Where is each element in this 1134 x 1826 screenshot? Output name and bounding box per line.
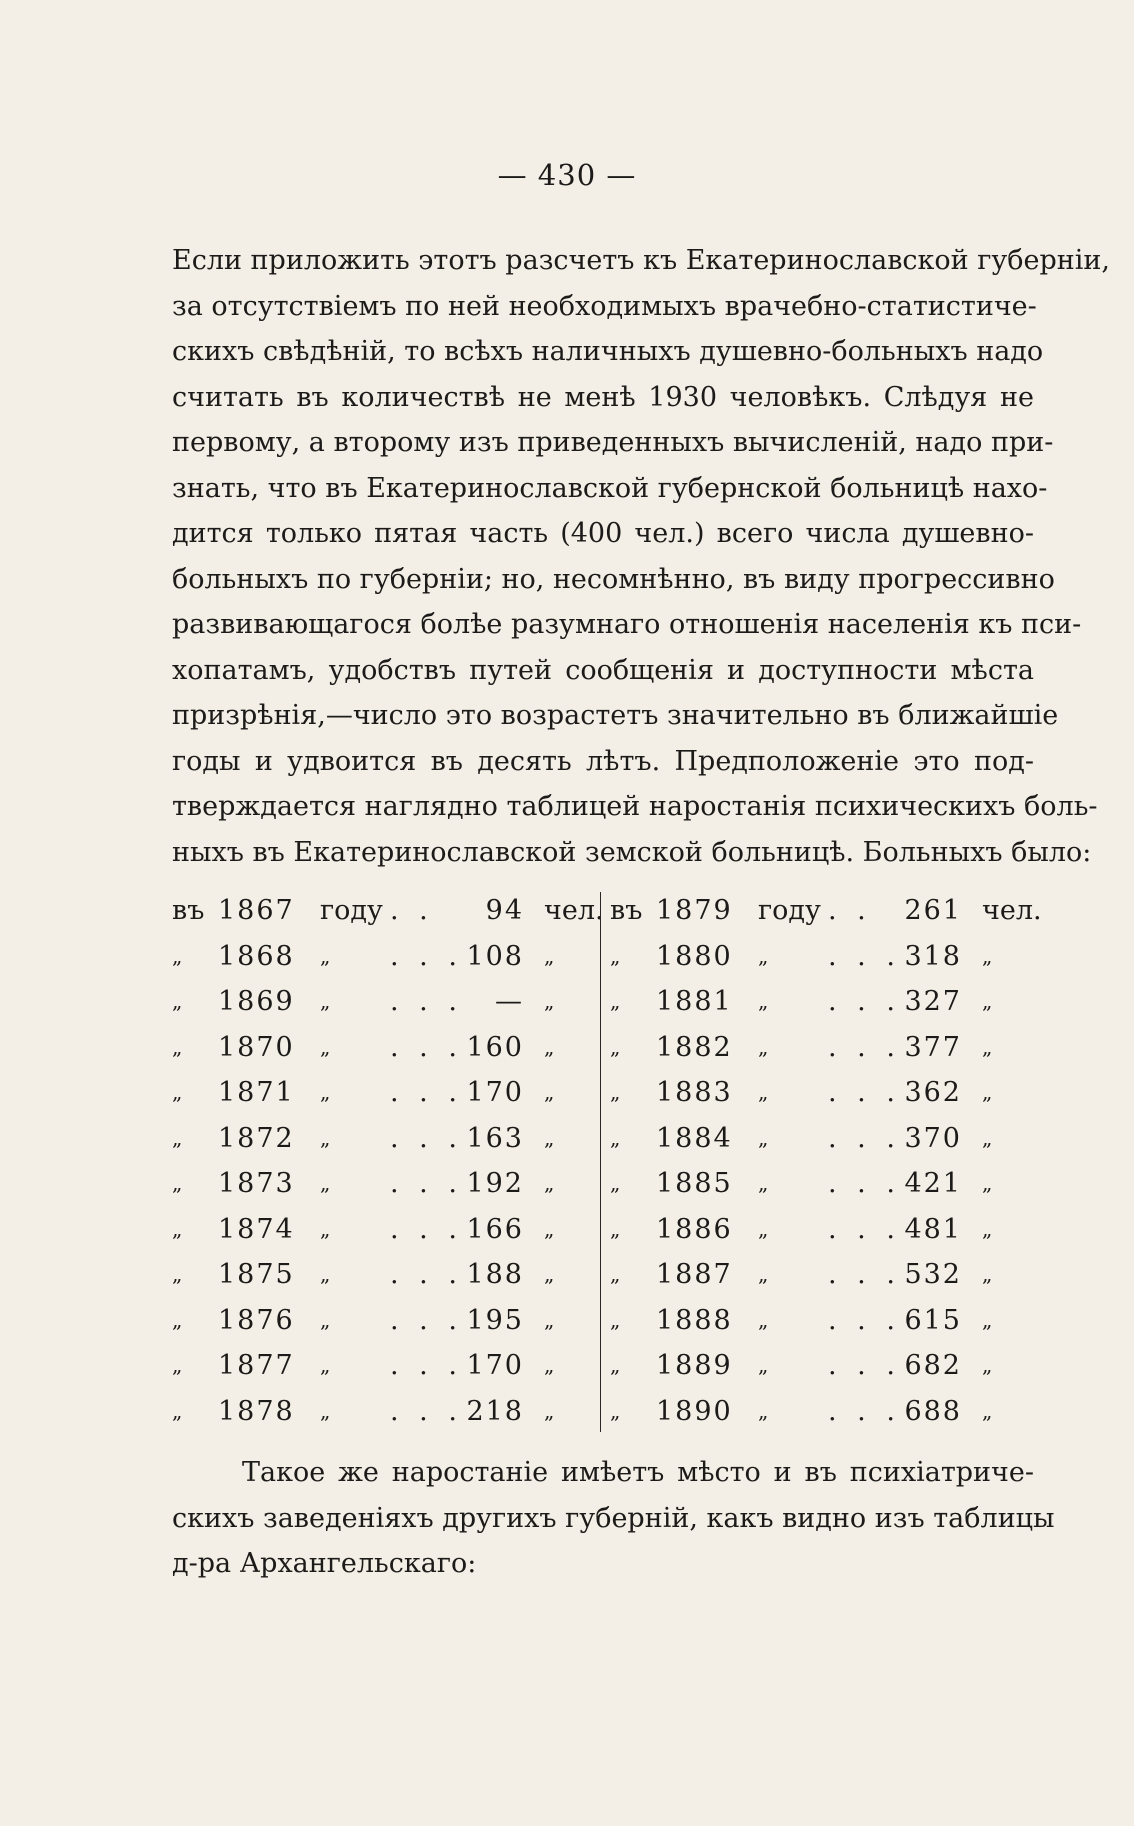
row-year: 1878 (218, 1395, 295, 1427)
row-suffix: „ (982, 1034, 993, 1059)
row-year: 1884 (656, 1122, 733, 1154)
row-dots: . . . (390, 1350, 463, 1381)
row-suffix: „ (544, 1171, 555, 1195)
table-row (610, 1025, 1034, 1071)
table-row (172, 1252, 597, 1298)
row-value: 421 (904, 1168, 962, 1199)
row-unit: „ (320, 1171, 331, 1195)
table-row (172, 1161, 597, 1207)
row-unit: „ (758, 1125, 769, 1150)
row-dots: . . . (390, 1395, 463, 1427)
paragraph-line: развивающагося болѣе разумнаго отношенія населенія къ пси- (172, 609, 1082, 640)
row-prefix: „ (610, 1353, 621, 1377)
row-dots: . . (390, 895, 434, 926)
table-row (610, 1389, 1034, 1435)
row-suffix: „ (982, 1398, 993, 1423)
row-unit: „ (320, 1262, 331, 1286)
row-prefix: „ (610, 1034, 621, 1059)
row-dots: . . . (390, 1077, 463, 1108)
row-year: 1886 (656, 1213, 733, 1245)
paragraph-line: считать въ количествѣ не менѣ 1930 человѣкъ. Слѣдуя не (172, 381, 1034, 413)
row-prefix: „ (610, 1262, 621, 1286)
row-value: 170 (466, 1077, 524, 1108)
row-suffix: „ (544, 1262, 555, 1286)
table-row (610, 1207, 1034, 1253)
table-row (172, 1389, 597, 1435)
row-prefix: „ (172, 1034, 183, 1059)
row-dots: . . . (390, 986, 463, 1017)
paragraph-line: первому, а второму изъ приведенныхъ вычисленій, надо при- (172, 427, 1054, 458)
row-dots: . . . (390, 1122, 463, 1154)
row-unit: „ (758, 1353, 769, 1377)
row-year: 1871 (218, 1077, 295, 1108)
row-year: 1888 (656, 1304, 733, 1336)
row-value: 362 (904, 1077, 962, 1108)
row-value: 195 (466, 1304, 524, 1336)
row-unit: „ (758, 943, 769, 968)
paragraph-line: д-ра Архангельскаго: (172, 1548, 477, 1579)
page-number: — 430 — (497, 158, 637, 192)
row-year: 1879 (656, 895, 733, 926)
row-value: 160 (466, 1031, 524, 1063)
paragraph-line: годы и удвоится въ десять лѣтъ. Предположеніе это под- (172, 745, 1034, 777)
row-unit: году (758, 895, 821, 926)
paragraph-line: тверждается наглядно таблицей наростанія психическихъ боль- (172, 791, 1098, 822)
row-value: 532 (904, 1259, 962, 1290)
row-unit: „ (758, 1171, 769, 1195)
row-unit: „ (758, 1034, 769, 1059)
table-row (172, 888, 604, 934)
row-year: 1876 (218, 1304, 295, 1336)
table-row (610, 1161, 1034, 1207)
row-dots: . . . (828, 940, 901, 972)
row-unit: „ (758, 1262, 769, 1286)
row-value: 170 (466, 1350, 524, 1381)
paragraph-line: знать, что въ Екатеринославской губернской больницѣ нахо- (172, 472, 1048, 504)
row-unit: „ (758, 1398, 769, 1423)
row-prefix: „ (610, 1307, 621, 1332)
table-row (172, 1116, 597, 1162)
row-value: 481 (904, 1213, 962, 1245)
row-prefix: „ (610, 1216, 621, 1241)
row-prefix: „ (610, 1080, 621, 1104)
row-prefix: „ (172, 989, 183, 1013)
row-unit: „ (320, 1307, 331, 1332)
row-unit: „ (758, 989, 769, 1013)
column-divider (600, 892, 601, 1432)
row-prefix: „ (172, 1307, 183, 1332)
row-prefix: „ (172, 1353, 183, 1377)
row-value: 318 (904, 940, 962, 972)
table-column-right (610, 888, 1042, 1434)
row-year: 1875 (218, 1259, 295, 1290)
row-dots: . . . (390, 940, 463, 972)
row-suffix: „ (982, 943, 993, 968)
paragraph-line: Такое же наростаніе имѣетъ мѣсто и въ психіатриче- (242, 1457, 1034, 1488)
row-dots: . . . (390, 1259, 463, 1290)
row-suffix: „ (982, 1171, 993, 1195)
row-suffix: „ (544, 1307, 555, 1332)
paragraph-2 (172, 1450, 1055, 1587)
row-unit: „ (758, 1216, 769, 1241)
row-year: 1873 (218, 1168, 295, 1199)
row-dots: . . . (828, 1031, 901, 1063)
row-suffix: „ (982, 1307, 993, 1332)
row-prefix: въ (610, 895, 643, 926)
row-unit: „ (320, 1398, 331, 1423)
row-unit: „ (320, 1216, 331, 1241)
paragraph-line: Если приложить этотъ разсчетъ къ Екатеринославской губерніи, (172, 245, 1110, 276)
table-row (610, 888, 1042, 934)
row-year: 1872 (218, 1122, 295, 1154)
row-year: 1880 (656, 940, 733, 972)
row-suffix: „ (544, 1353, 555, 1377)
row-year: 1889 (656, 1350, 733, 1381)
row-dots: . . (828, 895, 872, 926)
row-year: 1885 (656, 1168, 733, 1199)
row-year: 1887 (656, 1259, 733, 1290)
row-value: 163 (466, 1122, 524, 1154)
row-prefix: въ (172, 895, 205, 926)
row-suffix: чел. (982, 895, 1042, 926)
row-dots: . . . (828, 1168, 901, 1199)
row-unit: „ (320, 1125, 331, 1150)
table-row (172, 934, 597, 980)
row-unit: „ (320, 1080, 331, 1104)
table-row (172, 1070, 597, 1116)
row-suffix: „ (544, 1398, 555, 1423)
table-row (172, 1298, 597, 1344)
row-dots: . . . (828, 986, 901, 1017)
table-row (610, 1298, 1034, 1344)
row-prefix: „ (172, 1216, 183, 1241)
paragraph-line: хопатамъ, удобствъ путей сообщенія и доступности мѣста (172, 654, 1034, 686)
row-value: 108 (466, 940, 524, 972)
row-prefix: „ (610, 943, 621, 968)
paragraph-line: больныхъ по губерніи; но, несомнѣнно, въ виду прогрессивно (172, 563, 1055, 595)
table-row (172, 979, 597, 1025)
patients-by-year-table (172, 888, 1042, 1436)
table-row (172, 1025, 597, 1071)
row-prefix: „ (172, 943, 183, 968)
row-suffix: „ (544, 1080, 555, 1104)
table-column-left (172, 888, 604, 1434)
paragraph-line: скихъ заведеніяхъ другихъ губерній, какъ видно изъ таблицы (172, 1502, 1055, 1534)
row-value: 377 (904, 1031, 962, 1063)
row-dots: . . . (828, 1122, 901, 1154)
row-value: 94 (485, 895, 524, 926)
table-row (610, 1252, 1034, 1298)
row-value: 615 (904, 1304, 962, 1336)
row-value: 682 (904, 1350, 962, 1381)
row-dots: . . . (390, 1304, 463, 1336)
row-year: 1869 (218, 986, 295, 1017)
row-unit: „ (320, 943, 331, 968)
row-year: 1890 (656, 1395, 733, 1427)
table-row (172, 1343, 597, 1389)
paragraph-line: ныхъ въ Екатеринославской земской больницѣ. Больныхъ было: (172, 836, 1092, 868)
row-suffix: „ (544, 989, 555, 1013)
paragraph-line: за отсутствіемъ по ней необходимыхъ врачебно-статистиче- (172, 290, 1037, 322)
row-prefix: „ (610, 1398, 621, 1423)
row-prefix: „ (172, 1171, 183, 1195)
row-year: 1867 (218, 895, 295, 926)
row-prefix: „ (610, 1125, 621, 1150)
table-row (610, 1343, 1034, 1389)
table-row (610, 1116, 1034, 1162)
row-unit: „ (320, 1034, 331, 1059)
row-value: 218 (466, 1395, 524, 1427)
row-unit: году (320, 895, 383, 926)
row-suffix: „ (982, 989, 993, 1013)
row-unit: „ (320, 1353, 331, 1377)
row-year: 1883 (656, 1077, 733, 1108)
row-suffix: „ (982, 1080, 993, 1104)
row-prefix: „ (172, 1398, 183, 1423)
row-value: 166 (466, 1213, 524, 1245)
row-suffix: „ (544, 1034, 555, 1059)
table-row (172, 1207, 597, 1253)
paragraph-line: скихъ свѣдѣній, то всѣхъ наличныхъ душевно-больныхъ надо (172, 336, 1044, 367)
row-value: 192 (466, 1168, 524, 1199)
row-prefix: „ (172, 1262, 183, 1286)
row-dots: . . . (828, 1259, 901, 1290)
paragraph-1 (172, 238, 1110, 875)
row-unit: „ (758, 1080, 769, 1104)
row-unit: „ (758, 1307, 769, 1332)
row-year: 1882 (656, 1031, 733, 1063)
row-value: 261 (904, 895, 962, 926)
table-row (610, 979, 1034, 1025)
table-row (610, 1070, 1034, 1116)
row-dots: . . . (390, 1213, 463, 1245)
row-prefix: „ (610, 1171, 621, 1195)
row-value: 370 (904, 1122, 962, 1154)
row-dots: . . . (828, 1350, 901, 1381)
row-year: 1868 (218, 940, 295, 972)
row-dots: . . . (828, 1304, 901, 1336)
row-suffix: чел. (544, 895, 604, 926)
row-year: 1870 (218, 1031, 295, 1063)
row-year: 1874 (218, 1213, 295, 1245)
row-dots: . . . (390, 1031, 463, 1063)
row-suffix: „ (544, 943, 555, 968)
row-year: 1877 (218, 1350, 295, 1381)
row-dots: . . . (828, 1077, 901, 1108)
row-value: 188 (466, 1259, 524, 1290)
row-dots: . . . (828, 1395, 901, 1427)
row-unit: „ (320, 989, 331, 1013)
row-suffix: „ (982, 1262, 993, 1286)
row-value: — (495, 986, 524, 1017)
row-prefix: „ (172, 1080, 183, 1104)
row-dots: . . . (828, 1213, 901, 1245)
row-suffix: „ (982, 1216, 993, 1241)
row-value: 327 (904, 986, 962, 1017)
row-suffix: „ (982, 1125, 993, 1150)
row-suffix: „ (982, 1353, 993, 1377)
paragraph-line: призрѣнія,—число это возрастетъ значительно въ ближайшіе (172, 700, 1059, 731)
row-dots: . . . (390, 1168, 463, 1199)
row-year: 1881 (656, 986, 733, 1017)
row-prefix: „ (610, 989, 621, 1013)
row-suffix: „ (544, 1216, 555, 1241)
table-row (610, 934, 1034, 980)
row-suffix: „ (544, 1125, 555, 1150)
row-value: 688 (904, 1395, 962, 1427)
row-prefix: „ (172, 1125, 183, 1150)
paragraph-line: дится только пятая часть (400 чел.) всего числа душевно- (172, 518, 1034, 549)
